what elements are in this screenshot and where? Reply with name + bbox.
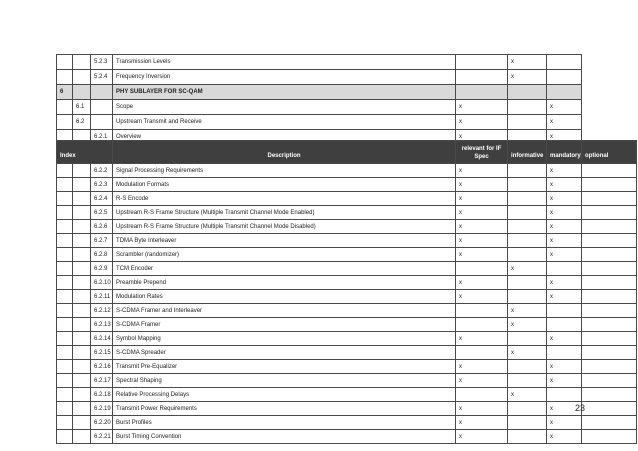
relevant-cell: x bbox=[456, 115, 508, 130]
section-header-row bbox=[57, 85, 582, 100]
empty-cell bbox=[57, 360, 73, 374]
mandatory-cell: x bbox=[547, 220, 582, 234]
mandatory-cell: x bbox=[547, 332, 582, 346]
relevant-cell: x bbox=[456, 290, 508, 304]
mandatory-cell: x bbox=[547, 416, 582, 430]
table-row bbox=[57, 70, 582, 85]
table-row bbox=[57, 248, 637, 262]
empty-cell bbox=[73, 332, 91, 346]
informative-cell bbox=[508, 360, 547, 374]
description-cell: Upstream R-S Frame Structure (Multiple Transmit Channel Mode Disabled) bbox=[113, 220, 456, 234]
empty-cell bbox=[57, 262, 73, 276]
section-number-cell: 6.2.3 bbox=[91, 178, 113, 192]
spec-table-top bbox=[56, 54, 582, 145]
description-cell: Transmission Levels bbox=[113, 55, 456, 70]
empty-cell bbox=[73, 360, 91, 374]
description-cell: Frequency Inversion bbox=[113, 70, 456, 85]
relevant-cell bbox=[456, 388, 508, 402]
empty-cell bbox=[57, 332, 73, 346]
optional-cell bbox=[582, 304, 637, 318]
mandatory-cell: x bbox=[547, 130, 582, 145]
subsection-number-cell: 6.1 bbox=[73, 100, 91, 115]
empty-cell bbox=[73, 220, 91, 234]
section-number-cell: 6.2.4 bbox=[91, 192, 113, 206]
empty-cell bbox=[57, 304, 73, 318]
subsubsection-number-cell: 5.2.3 bbox=[91, 55, 113, 70]
empty-cell bbox=[57, 192, 73, 206]
empty-cell bbox=[57, 430, 73, 444]
table-row bbox=[57, 416, 637, 430]
page-number: 23 bbox=[575, 403, 586, 413]
table-row bbox=[57, 55, 582, 70]
table-row bbox=[57, 276, 637, 290]
relevant-cell: x bbox=[456, 164, 508, 178]
optional-cell bbox=[582, 178, 637, 192]
relevant-cell: x bbox=[456, 220, 508, 234]
relevant-cell: x bbox=[456, 374, 508, 388]
description-cell: Transmit Power Requirements bbox=[113, 402, 456, 416]
mandatory-cell bbox=[547, 70, 582, 85]
subsection-number-cell bbox=[73, 55, 91, 70]
mandatory-cell bbox=[547, 388, 582, 402]
spec-table-main bbox=[56, 140, 637, 444]
subsubsection-number-cell bbox=[91, 85, 113, 100]
table-row bbox=[57, 178, 637, 192]
table-row bbox=[57, 402, 637, 416]
table-row bbox=[57, 430, 637, 444]
relevant-cell bbox=[456, 304, 508, 318]
informative-cell: x bbox=[508, 346, 547, 360]
informative-cell: x bbox=[508, 304, 547, 318]
mandatory-cell: x bbox=[547, 100, 582, 115]
relevant-cell: x bbox=[456, 192, 508, 206]
table-row bbox=[57, 346, 637, 360]
section-number-cell: 6.2.7 bbox=[91, 234, 113, 248]
empty-cell bbox=[73, 276, 91, 290]
mandatory-cell: x bbox=[547, 248, 582, 262]
header-optional: optional bbox=[582, 141, 637, 164]
description-cell: R-S Encode bbox=[113, 192, 456, 206]
table-row bbox=[57, 220, 637, 234]
relevant-cell bbox=[456, 70, 508, 85]
subsubsection-number-cell: 5.2.4 bbox=[91, 70, 113, 85]
mandatory-cell: x bbox=[547, 115, 582, 130]
optional-cell bbox=[582, 318, 637, 332]
description-cell: Modulation Formats bbox=[113, 178, 456, 192]
optional-cell bbox=[582, 276, 637, 290]
empty-cell bbox=[57, 206, 73, 220]
empty-cell bbox=[73, 346, 91, 360]
description-cell: Spectral Shaping bbox=[113, 374, 456, 388]
empty-cell bbox=[73, 430, 91, 444]
relevant-cell: x bbox=[456, 248, 508, 262]
informative-cell bbox=[508, 164, 547, 178]
table-row bbox=[57, 318, 637, 332]
subsection-number-cell bbox=[73, 85, 91, 100]
empty-cell bbox=[73, 164, 91, 178]
informative-cell: x bbox=[508, 70, 547, 85]
informative-cell bbox=[508, 402, 547, 416]
mandatory-cell: x bbox=[547, 206, 582, 220]
empty-cell bbox=[73, 416, 91, 430]
subsection-number-cell bbox=[73, 70, 91, 85]
description-cell: Signal Processing Requirements bbox=[113, 164, 456, 178]
section-number-cell bbox=[57, 100, 73, 115]
mandatory-cell: x bbox=[547, 192, 582, 206]
section-number-cell: 6.2.2 bbox=[91, 164, 113, 178]
empty-cell bbox=[73, 318, 91, 332]
optional-cell bbox=[582, 220, 637, 234]
description-cell: Scope bbox=[113, 100, 456, 115]
section-number-cell: 6.2.5 bbox=[91, 206, 113, 220]
empty-cell bbox=[73, 402, 91, 416]
mandatory-cell: x bbox=[547, 178, 582, 192]
subsubsection-number-cell bbox=[91, 100, 113, 115]
description-cell: Burst Timing Convention bbox=[113, 430, 456, 444]
section-number-cell: 6.2.18 bbox=[91, 388, 113, 402]
relevant-cell: x bbox=[456, 234, 508, 248]
relevant-cell: x bbox=[456, 360, 508, 374]
table-row bbox=[57, 206, 637, 220]
mandatory-cell bbox=[547, 55, 582, 70]
mandatory-cell bbox=[547, 346, 582, 360]
header-description: Description bbox=[113, 141, 456, 164]
mandatory-cell: x bbox=[547, 234, 582, 248]
empty-cell bbox=[73, 290, 91, 304]
empty-cell bbox=[57, 318, 73, 332]
relevant-cell: x bbox=[456, 178, 508, 192]
optional-cell bbox=[582, 206, 637, 220]
table-row bbox=[57, 234, 637, 248]
empty-cell bbox=[57, 234, 73, 248]
mandatory-cell bbox=[547, 318, 582, 332]
informative-cell bbox=[508, 115, 547, 130]
informative-cell bbox=[508, 178, 547, 192]
subsection-number-cell: 6.2 bbox=[73, 115, 91, 130]
empty-cell bbox=[73, 206, 91, 220]
empty-cell bbox=[73, 374, 91, 388]
optional-cell bbox=[582, 360, 637, 374]
description-cell: Modulation Rates bbox=[113, 290, 456, 304]
table-row bbox=[57, 332, 637, 346]
section-number-cell: 6.2.16 bbox=[91, 360, 113, 374]
subsubsection-number-cell: 6.2.1 bbox=[91, 130, 113, 145]
mandatory-cell: x bbox=[547, 374, 582, 388]
optional-cell bbox=[582, 234, 637, 248]
description-cell: TCM Encoder bbox=[113, 262, 456, 276]
informative-cell bbox=[508, 374, 547, 388]
relevant-cell: x bbox=[456, 276, 508, 290]
description-cell: Scrambler (randomizer) bbox=[113, 248, 456, 262]
empty-cell bbox=[57, 402, 73, 416]
relevant-cell: x bbox=[456, 206, 508, 220]
informative-cell bbox=[508, 430, 547, 444]
relevant-cell: x bbox=[456, 130, 508, 145]
relevant-cell: x bbox=[456, 402, 508, 416]
section-number-cell: 6.2.9 bbox=[91, 262, 113, 276]
relevant-cell bbox=[456, 346, 508, 360]
table-row bbox=[57, 304, 637, 318]
description-cell: Relative Processing Delays bbox=[113, 388, 456, 402]
empty-cell bbox=[73, 262, 91, 276]
subsubsection-number-cell bbox=[91, 115, 113, 130]
relevant-cell: x bbox=[456, 430, 508, 444]
section-number-cell: 6.2.14 bbox=[91, 332, 113, 346]
informative-cell: x bbox=[508, 262, 547, 276]
informative-cell bbox=[508, 290, 547, 304]
header-informative: informative bbox=[508, 141, 547, 164]
table-row bbox=[57, 388, 637, 402]
empty-cell bbox=[73, 248, 91, 262]
informative-cell bbox=[508, 248, 547, 262]
description-cell: S-CDMA Spreader bbox=[113, 346, 456, 360]
description-cell: Upstream R-S Frame Structure (Multiple Transmit Channel Mode Enabled) bbox=[113, 206, 456, 220]
section-number-cell: 6.2.8 bbox=[91, 248, 113, 262]
description-cell: S-CDMA Framer and Interleaver bbox=[113, 304, 456, 318]
informative-cell bbox=[508, 192, 547, 206]
optional-cell bbox=[582, 374, 637, 388]
table-row bbox=[57, 360, 637, 374]
mandatory-cell: x bbox=[547, 430, 582, 444]
informative-cell: x bbox=[508, 388, 547, 402]
section-number-cell bbox=[57, 70, 73, 85]
mandatory-cell bbox=[547, 262, 582, 276]
description-cell: Burst Profiles bbox=[113, 416, 456, 430]
mandatory-cell: x bbox=[547, 290, 582, 304]
table-row bbox=[57, 262, 637, 276]
mandatory-cell: x bbox=[547, 360, 582, 374]
section-number-cell: 6 bbox=[57, 85, 73, 100]
section-number-cell: 6.2.17 bbox=[91, 374, 113, 388]
section-number-cell: 6.2.10 bbox=[91, 276, 113, 290]
description-cell: Overview bbox=[113, 130, 456, 145]
section-number-cell: 6.2.19 bbox=[91, 402, 113, 416]
section-number-cell: 6.2.11 bbox=[91, 290, 113, 304]
mandatory-cell bbox=[547, 304, 582, 318]
empty-cell bbox=[73, 178, 91, 192]
empty-cell bbox=[57, 248, 73, 262]
table-row bbox=[57, 100, 582, 115]
informative-cell bbox=[508, 100, 547, 115]
table-row bbox=[57, 115, 582, 130]
optional-cell bbox=[582, 164, 637, 178]
table-row bbox=[57, 290, 637, 304]
empty-cell bbox=[73, 192, 91, 206]
empty-cell bbox=[57, 276, 73, 290]
relevant-cell: x bbox=[456, 100, 508, 115]
section-number-cell: 6.2.15 bbox=[91, 346, 113, 360]
optional-cell bbox=[582, 346, 637, 360]
table-row bbox=[57, 164, 637, 178]
header-relevant: relevant for IF Spec bbox=[456, 141, 508, 164]
mandatory-cell: x bbox=[547, 276, 582, 290]
table-row bbox=[57, 192, 637, 206]
optional-cell bbox=[582, 248, 637, 262]
informative-cell bbox=[508, 234, 547, 248]
informative-cell: x bbox=[508, 318, 547, 332]
optional-cell bbox=[582, 290, 637, 304]
informative-cell bbox=[508, 276, 547, 290]
table-header-row bbox=[57, 141, 637, 164]
section-number-cell: 6.2.20 bbox=[91, 416, 113, 430]
informative-cell bbox=[508, 206, 547, 220]
description-cell: Transmit Pre-Equalizer bbox=[113, 360, 456, 374]
description-cell: Preamble Prepend bbox=[113, 276, 456, 290]
optional-cell bbox=[582, 416, 637, 430]
description-cell: Upstream Transmit and Receive bbox=[113, 115, 456, 130]
empty-cell bbox=[57, 178, 73, 192]
optional-cell bbox=[582, 388, 637, 402]
relevant-cell: x bbox=[456, 332, 508, 346]
empty-cell bbox=[57, 388, 73, 402]
empty-cell bbox=[57, 290, 73, 304]
section-number-cell: 6.2.6 bbox=[91, 220, 113, 234]
empty-cell bbox=[57, 346, 73, 360]
mandatory-cell: x bbox=[547, 402, 582, 416]
optional-cell bbox=[582, 192, 637, 206]
description-cell: TDMA Byte Interleaver bbox=[113, 234, 456, 248]
section-number-cell: 6.2.21 bbox=[91, 430, 113, 444]
section-number-cell bbox=[57, 115, 73, 130]
informative-cell bbox=[508, 332, 547, 346]
header-mandatory: mandatory bbox=[547, 141, 582, 164]
empty-cell bbox=[57, 220, 73, 234]
empty-cell bbox=[73, 388, 91, 402]
description-cell: Symbol Mapping bbox=[113, 332, 456, 346]
empty-cell bbox=[57, 164, 73, 178]
optional-cell bbox=[582, 332, 637, 346]
table-row bbox=[57, 374, 637, 388]
empty-cell bbox=[73, 234, 91, 248]
informative-cell bbox=[508, 220, 547, 234]
section-number-cell: 6.2.13 bbox=[91, 318, 113, 332]
relevant-cell bbox=[456, 55, 508, 70]
relevant-cell bbox=[456, 85, 508, 100]
optional-cell bbox=[582, 402, 637, 416]
relevant-cell: x bbox=[456, 416, 508, 430]
informative-cell bbox=[508, 416, 547, 430]
optional-cell bbox=[582, 262, 637, 276]
section-number-cell bbox=[57, 55, 73, 70]
empty-cell bbox=[57, 374, 73, 388]
header-index: Index bbox=[57, 141, 113, 164]
section-number-cell: 6.2.12 bbox=[91, 304, 113, 318]
mandatory-cell: x bbox=[547, 164, 582, 178]
relevant-cell bbox=[456, 318, 508, 332]
relevant-cell bbox=[456, 262, 508, 276]
mandatory-cell bbox=[547, 85, 582, 100]
empty-cell bbox=[57, 416, 73, 430]
empty-cell bbox=[73, 304, 91, 318]
description-cell: PHY SUBLAYER FOR SC-QAM bbox=[113, 85, 456, 100]
informative-cell: x bbox=[508, 55, 547, 70]
informative-cell bbox=[508, 85, 547, 100]
description-cell: S-CDMA Framer bbox=[113, 318, 456, 332]
optional-cell bbox=[582, 430, 637, 444]
